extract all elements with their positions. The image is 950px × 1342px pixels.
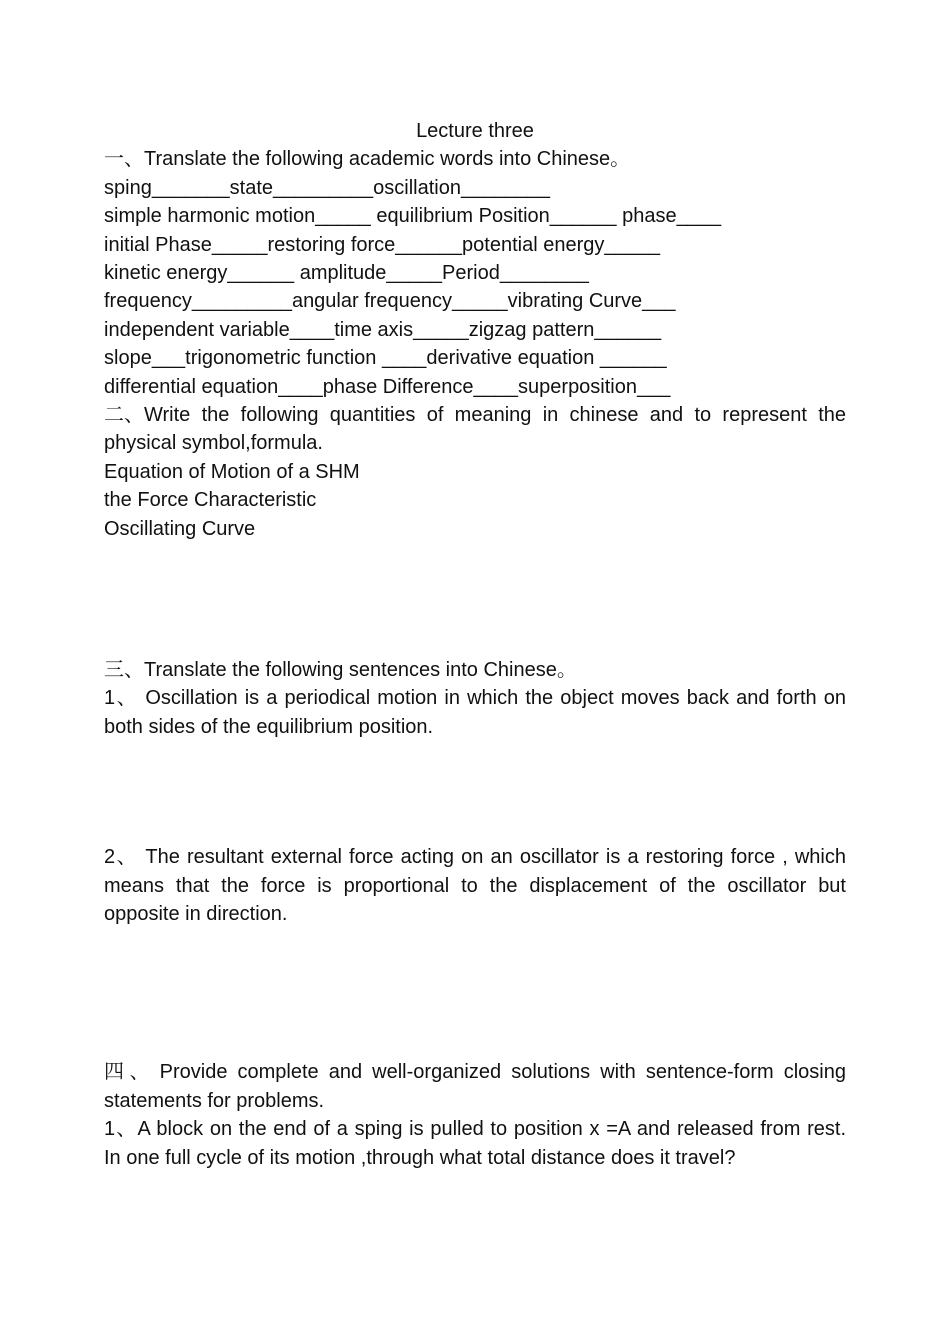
problem-1-number: 1、 (104, 1118, 138, 1141)
quantity-item-3: Oscillating Curve (104, 517, 256, 540)
vocab-line-4: kinetic energy______ amplitude_____Period________ (104, 261, 589, 284)
section4-heading (104, 1058, 846, 1115)
vocab-line-8: differential equation____phase Difference____superposition___ (104, 375, 671, 398)
problem-1 (104, 1115, 846, 1172)
vocab-line-1: sping_______state_________oscillation________ (104, 176, 550, 199)
section1-heading (104, 145, 846, 173)
document-page (104, 117, 846, 1172)
section2-heading (104, 401, 846, 458)
problem-1-text: A block on the end of a sping is pulled to position x =A and released from rest. In one full cycle of its motion ,through what total distance does it travel? (104, 1118, 846, 1169)
quantity-item-2: the Force Characteristic (104, 489, 317, 512)
sentence-1-text: Oscillation is a periodical motion in which the object moves back and forth on both sides of the equilibrium position. (104, 687, 846, 738)
section3-number: 三、 (104, 658, 144, 681)
sentence-1-number: 1、 (104, 687, 139, 710)
vocab-line-3: initial Phase_____restoring force______potential energy_____ (104, 233, 660, 256)
answer-space (104, 928, 846, 1058)
section2-heading-text: Write the following quantities of meaning in chinese and to represent the physical symbol,formula. (104, 403, 846, 455)
section1-heading-text: Translate the following academic words into Chinese。 (144, 148, 631, 171)
section1-number: 一、 (104, 148, 144, 171)
section3-heading (104, 656, 846, 684)
vocab-line-7: slope___trigonometric function ____derivative equation ______ (104, 347, 667, 370)
document-title: Lecture three (416, 120, 534, 142)
sentence-2 (104, 843, 846, 928)
vocab-line-5: frequency_________angular frequency_____vibrating Curve___ (104, 290, 676, 313)
answer-space (104, 741, 846, 843)
section3-heading-text: Translate the following sentences into Chinese。 (144, 658, 577, 681)
section2-number: 二、 (104, 403, 144, 426)
sentence-2-text: The resultant external force acting on an oscillator is a restoring force , which means that the force is proportional to the displacement of the oscillator but opposite in direction. (104, 846, 846, 925)
sentence-2-number: 2、 (104, 846, 139, 869)
vocab-line-6: independent variable____time axis_____zigzag pattern______ (104, 318, 662, 341)
answer-space (104, 543, 846, 656)
section4-number: 四 、 (104, 1061, 150, 1084)
vocab-line-2: simple harmonic motion_____ equilibrium Position______ phase____ (104, 205, 722, 228)
section4-heading-text: Provide complete and well-organized solutions with sentence-form closing statements for problems. (104, 1061, 846, 1112)
sentence-1 (104, 684, 846, 741)
quantity-item-1: Equation of Motion of a SHM (104, 460, 360, 483)
